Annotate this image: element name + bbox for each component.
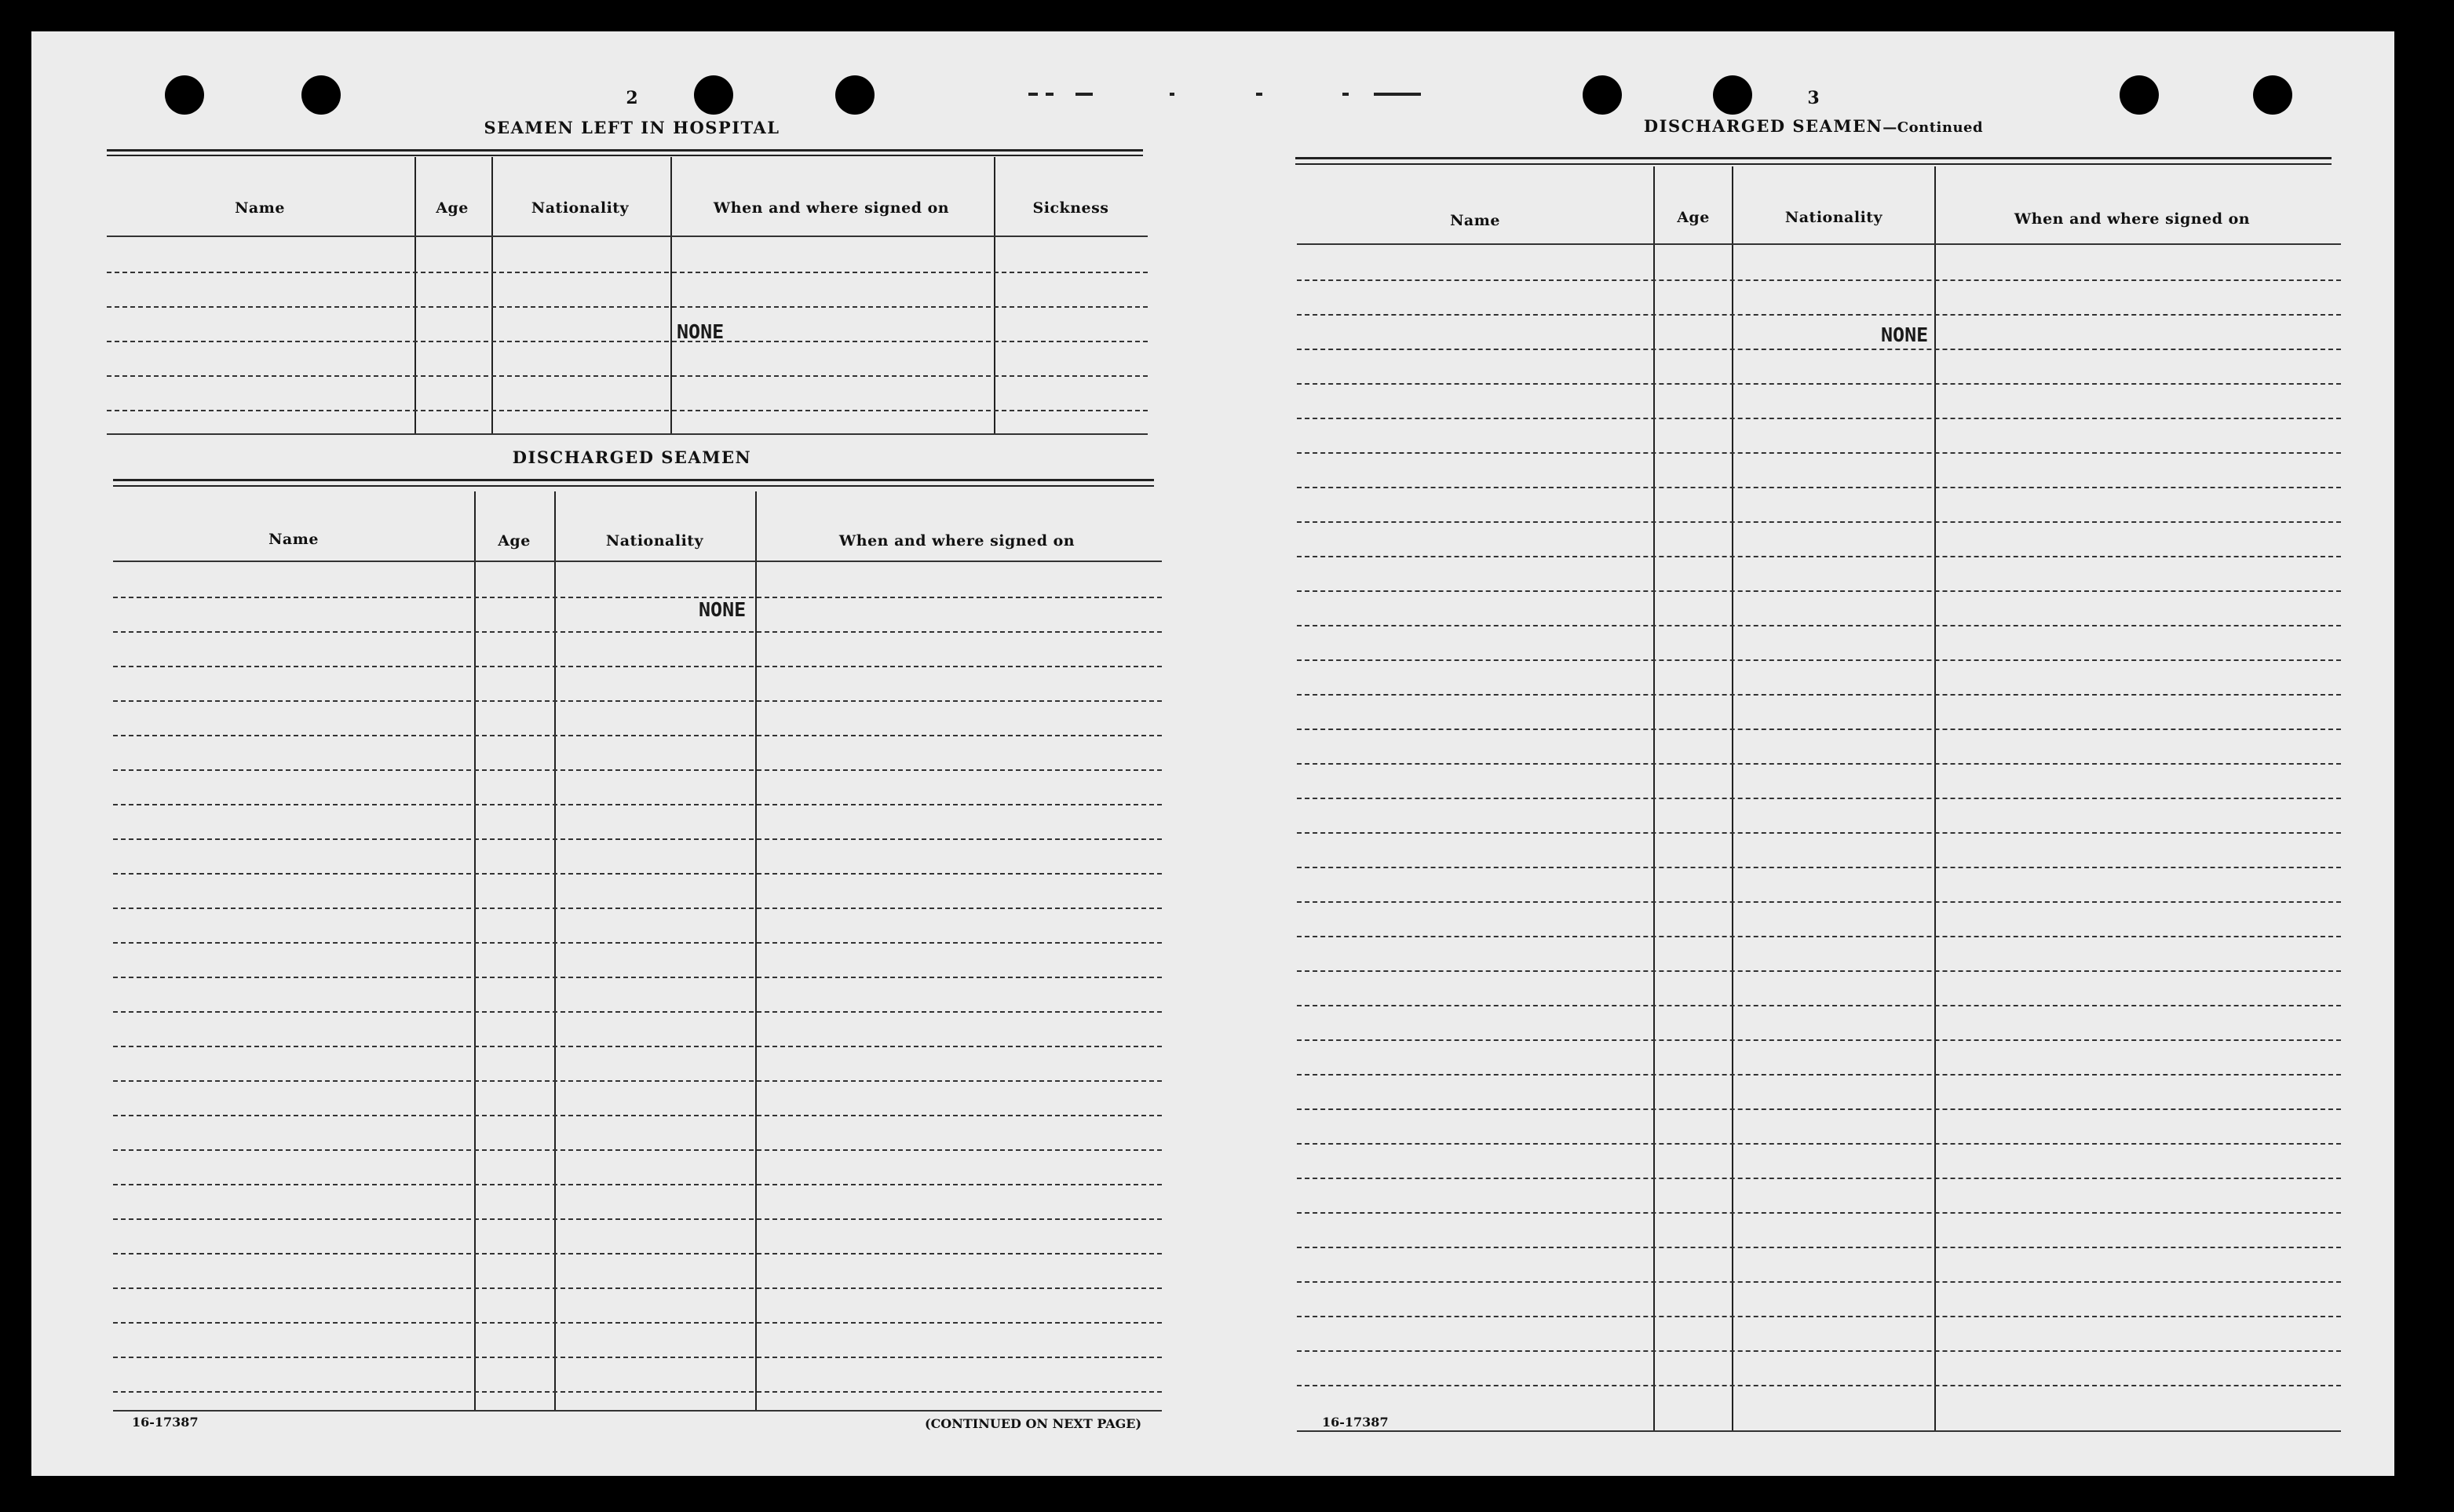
table-row-line — [113, 666, 1162, 667]
column-header-name: Name — [1450, 212, 1500, 229]
punch-hole — [694, 75, 733, 115]
table-row-line — [113, 1253, 1162, 1255]
table-row-line — [113, 1322, 1162, 1324]
punch-hole — [2120, 75, 2159, 115]
hospital-table — [107, 157, 1148, 465]
column-divider — [491, 157, 493, 433]
table-rule — [107, 236, 1148, 237]
punch-hole — [2253, 75, 2292, 115]
column-header-age: Age — [498, 532, 531, 550]
table-row-line — [113, 942, 1162, 944]
discharged-continued-title — [1570, 116, 2057, 136]
table-row-line — [1297, 1143, 2341, 1145]
table-rule — [1297, 243, 2341, 245]
table-row-line — [113, 631, 1162, 633]
discharged-section-title: DISCHARGED SEAMEN — [512, 447, 752, 467]
table-row-line — [107, 306, 1148, 308]
page-number-left: 2 — [626, 88, 638, 108]
column-header-sickness: Sickness — [1032, 199, 1109, 217]
column-header-nationality: Nationality — [605, 532, 704, 550]
punch-hole — [165, 75, 204, 115]
table-row-line — [1297, 418, 2341, 419]
table-row-line — [1297, 1108, 2341, 1110]
hospital-section-title: SEAMEN LEFT IN HOSPITAL — [484, 118, 780, 137]
table-row-line — [113, 597, 1162, 598]
table-row-line — [113, 735, 1162, 736]
discharged-table-right — [1297, 166, 2357, 1438]
punch-hole — [301, 75, 341, 115]
table-rule — [113, 561, 1162, 562]
none-stamp: NONE — [677, 320, 725, 343]
column-divider — [554, 491, 556, 1410]
table-row-line — [113, 1149, 1162, 1151]
table-row-line — [1297, 279, 2341, 281]
header-rule — [107, 149, 1143, 152]
column-header-signed-on: When and where signed on — [2014, 210, 2251, 228]
discharged-title-main: DISCHARGED SEAMEN — [1643, 116, 1883, 136]
table-row-line — [113, 1184, 1162, 1185]
table-row-line — [1297, 1039, 2341, 1041]
column-header-nationality: Nationality — [531, 199, 630, 217]
table-row-line — [1297, 383, 2341, 385]
table-row-line — [113, 977, 1162, 978]
column-divider — [670, 157, 672, 433]
table-row-line — [1297, 1281, 2341, 1283]
column-divider — [474, 491, 476, 1410]
table-row-line — [113, 1080, 1162, 1082]
table-row-line — [1297, 349, 2341, 350]
table-row-line — [1297, 901, 2341, 903]
punch-hole — [1713, 75, 1752, 115]
table-rule — [113, 1410, 1162, 1412]
table-row-line — [1297, 1316, 2341, 1317]
table-row-line — [1297, 936, 2341, 937]
table-row-line — [1297, 1178, 2341, 1179]
discharged-table-left — [113, 487, 1167, 1444]
table-row-line — [113, 908, 1162, 909]
table-row-line — [113, 1218, 1162, 1220]
table-row-line — [1297, 832, 2341, 834]
column-header-signed-on: When and where signed on — [713, 199, 950, 217]
table-row-line — [1297, 487, 2341, 488]
table-row-line — [1297, 314, 2341, 316]
table-row-line — [113, 1011, 1162, 1013]
column-header-age: Age — [436, 199, 469, 217]
table-row-line — [113, 1287, 1162, 1289]
form-number-right: 16-17387 — [1322, 1415, 1389, 1430]
table-row-line — [1297, 867, 2341, 868]
table-row-line — [113, 838, 1162, 840]
punch-hole — [1583, 75, 1622, 115]
table-row-line — [1297, 625, 2341, 626]
table-row-line — [113, 769, 1162, 771]
column-header-name: Name — [268, 531, 319, 548]
table-row-line — [113, 1357, 1162, 1358]
table-row-line — [107, 410, 1148, 411]
header-rule — [1295, 163, 2332, 165]
header-rule — [1295, 157, 2332, 159]
table-row-line — [1297, 1005, 2341, 1006]
column-header-age: Age — [1677, 209, 1710, 226]
table-row-line — [107, 341, 1148, 342]
table-row-line — [1297, 729, 2341, 730]
table-row-line — [1297, 1385, 2341, 1386]
discharged-title-suffix: —Continued — [1882, 119, 1984, 136]
table-row-line — [1297, 521, 2341, 523]
table-rule — [1297, 1430, 2341, 1432]
table-row-line — [113, 804, 1162, 805]
column-header-signed-on: When and where signed on — [838, 532, 1075, 550]
table-rule — [107, 433, 1148, 435]
header-rule — [107, 155, 1143, 156]
table-row-line — [107, 272, 1148, 273]
table-row-line — [1297, 694, 2341, 696]
column-divider — [414, 157, 416, 433]
column-header-nationality: Nationality — [1784, 209, 1883, 226]
table-row-line — [1297, 798, 2341, 799]
table-row-line — [1297, 659, 2341, 661]
table-row-line — [113, 1391, 1162, 1393]
continued-note: (CONTINUED ON NEXT PAGE) — [925, 1416, 1142, 1431]
table-row-line — [1297, 970, 2341, 972]
table-row-line — [1297, 1212, 2341, 1214]
page-number-right: 3 — [1807, 88, 1820, 108]
table-row-line — [1297, 590, 2341, 592]
form-number-left: 16-17387 — [132, 1415, 199, 1430]
column-divider — [994, 157, 995, 433]
table-row-line — [1297, 1074, 2341, 1076]
none-stamp: NONE — [699, 598, 747, 621]
table-row-line — [113, 1115, 1162, 1116]
column-divider — [755, 491, 757, 1410]
table-row-line — [1297, 763, 2341, 765]
table-row-line — [113, 1046, 1162, 1047]
table-row-line — [1297, 452, 2341, 454]
table-row-line — [1297, 1247, 2341, 1248]
table-row-line — [1297, 1350, 2341, 1352]
table-row-line — [113, 873, 1162, 875]
table-row-line — [107, 375, 1148, 377]
punch-hole — [835, 75, 875, 115]
ledger-sheet — [31, 31, 2394, 1476]
table-row-line — [1297, 556, 2341, 557]
column-header-name: Name — [235, 199, 285, 217]
table-row-line — [113, 700, 1162, 702]
none-stamp: NONE — [1881, 323, 1929, 346]
header-rule — [113, 479, 1154, 481]
scan-smudges — [1028, 93, 1437, 104]
